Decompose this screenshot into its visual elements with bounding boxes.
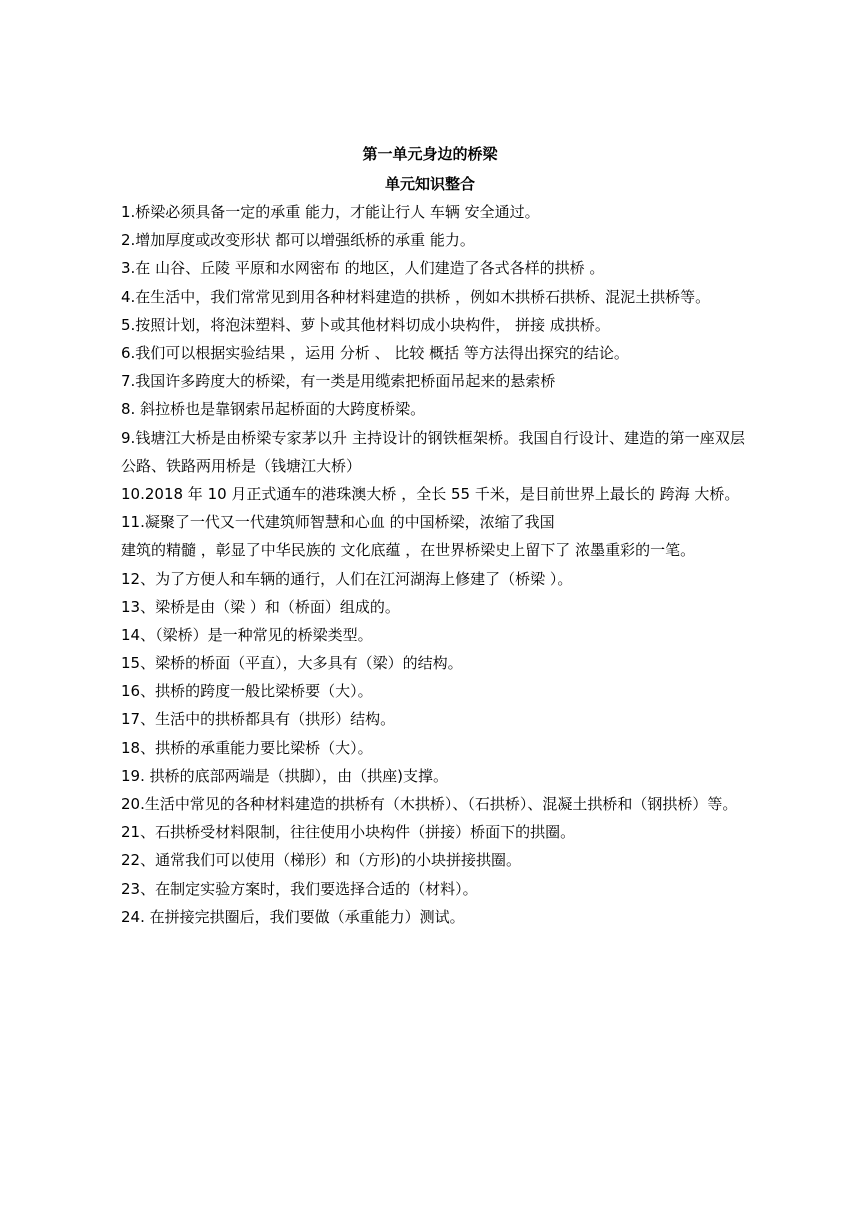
list-item: 20.生活中常见的各种材料建造的拱桥有（木拱桥）、（石拱桥）、混凝土拱桥和（钢拱桥）等。 bbox=[121, 795, 738, 814]
list-item: 19. 拱桥的底部两端是（拱脚），由（拱座)支撑。 bbox=[121, 766, 448, 785]
list-item: 18、拱桥的承重能力要比梁桥（大）。 bbox=[121, 738, 373, 757]
list-item: 4.在生活中，我们常常见到用各种材料建造的拱桥 ，例如木拱桥石拱桥、混泥土拱桥等。 bbox=[121, 287, 711, 306]
list-item: 2.增加厚度或改变形状 都可以增强纸桥的承重 能力。 bbox=[121, 231, 475, 250]
list-item: 16、拱桥的跨度一般比梁桥要（大）。 bbox=[121, 682, 373, 701]
list-item: 13、梁桥是由（梁 ）和（桥面）组成的。 bbox=[121, 597, 400, 616]
document-body bbox=[121, 198, 745, 931]
list-item: 5.按照计划，将泡沫塑料、萝卜或其他材料切成小块构件， 拼接 成拱桥。 bbox=[121, 315, 610, 334]
list-item: 14、（梁桥）是一种常见的桥梁类型。 bbox=[121, 625, 373, 644]
list-item: 10.2018 年 10 月正式通车的港珠澳大桥 ，全长 55 千米，是目前世界上最长的 跨海 大桥。 bbox=[121, 484, 740, 503]
list-item: 23、在制定实验方案时，我们要选择合适的（材料）。 bbox=[121, 879, 478, 898]
list-item: 6.我们可以根据实验结果 ，运用 分析 、 比较 概括 等方法得出探究的结论。 bbox=[121, 343, 629, 362]
list-item: 1.桥梁必须具备一定的承重 能力，才能让行人 车辆 安全通过。 bbox=[121, 203, 540, 221]
list-item: 12、为了方便人和车辆的通行，人们在江河湖海上修建了（桥梁 ）。 bbox=[121, 569, 573, 588]
list-item: 24. 在拼接完拱圈后，我们要做（承重能力）测试。 bbox=[121, 907, 465, 926]
list-item: 11.凝聚了一代又一代建筑师智慧和心血 的中国桥梁，浓缩了我国 bbox=[121, 513, 555, 532]
list-item: 建筑的精髓 ，彰显了中华民族的 文化底蕴 ，在世界桥梁史上留下了 浓墨重彩的一笔。 bbox=[121, 541, 696, 560]
list-item: 22、通常我们可以使用（梯形）和（方形)的小块拼接拱圈。 bbox=[121, 851, 521, 870]
list-item: 17、生活中的拱桥都具有（拱形）结构。 bbox=[121, 710, 396, 729]
list-item: 15、梁桥的桥面（平直），大多具有（梁）的结构。 bbox=[121, 654, 463, 673]
list-item: 7.我国许多跨度大的桥梁，有一类是用缆索把桥面吊起来的悬索桥 bbox=[121, 372, 556, 391]
list-item: 8. 斜拉桥也是靠钢索吊起桥面的大跨度桥梁。 bbox=[121, 400, 426, 419]
list-item: 21、石拱桥受材料限制，往往使用小块构件（拼接）桥面下的拱圈。 bbox=[121, 823, 576, 842]
list-item: 3.在 山谷、丘陵 平原和水网密布 的地区，人们建造了各式各样的拱桥 。 bbox=[121, 259, 605, 278]
document-subtitle: 单元知识整合 bbox=[384, 175, 475, 193]
list-item: 9.钱塘江大桥是由桥梁专家茅以升 主持设计的钢铁框架桥。我国自行设计、建造的第一座双层公路、铁路两用桥是（钱塘江大桥） bbox=[121, 428, 745, 475]
document-title: 第一单元身边的桥梁 bbox=[362, 145, 498, 163]
